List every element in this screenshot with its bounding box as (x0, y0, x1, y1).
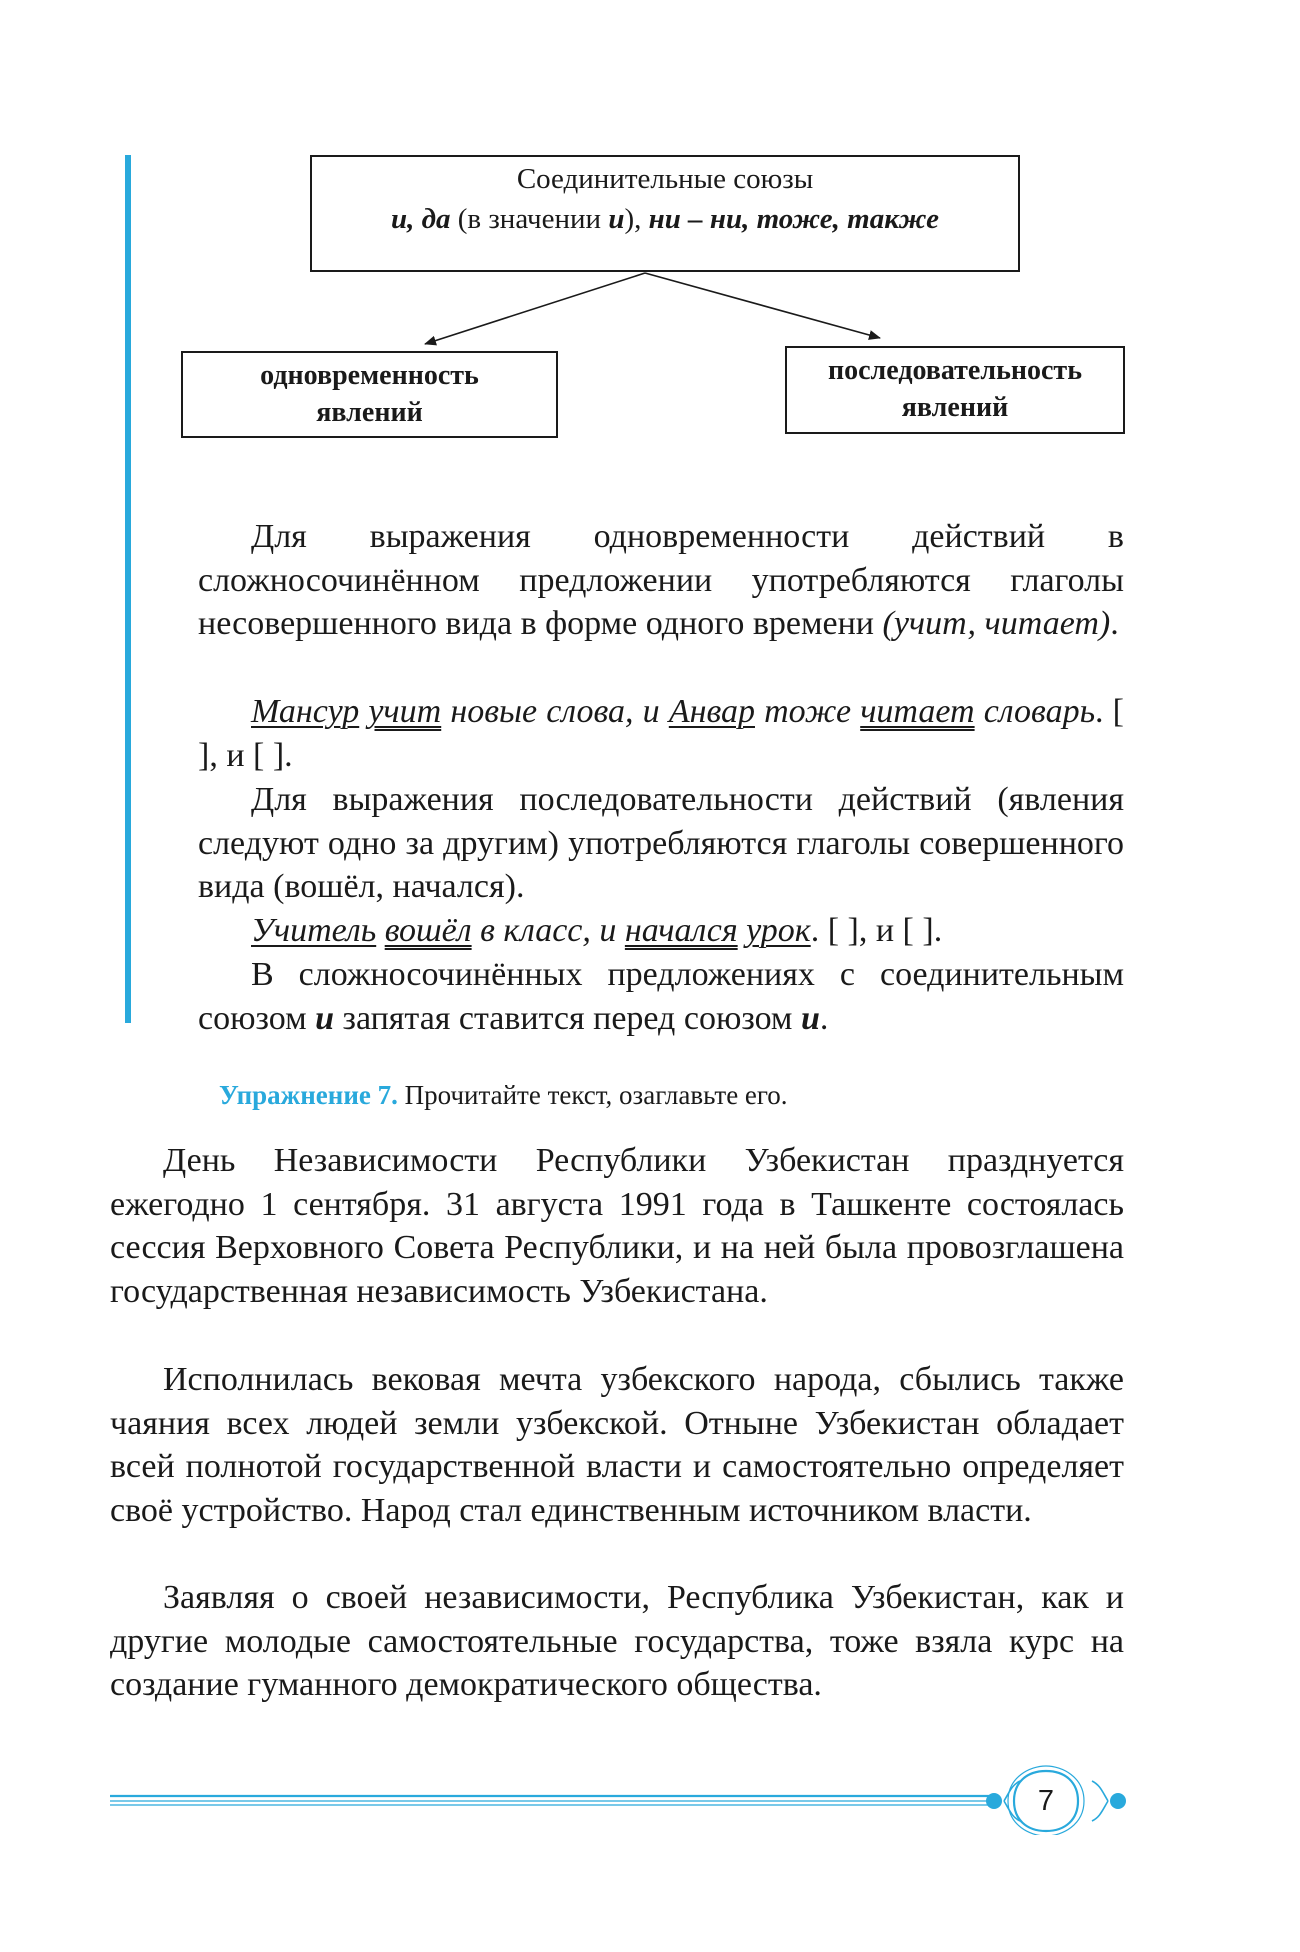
rule-paragraph-3: В сложносочинённых предложениях с соединительным союзом и запятая ставится перед союзом и. (198, 956, 1124, 1037)
conjunctions-box-title: Соединительные союзы (516, 163, 814, 195)
rule-paragraph-2: Для выражения последовательности действий (явления следуют одно за другим) употребляются глаголы совершенного вида (вошёл, начался). (198, 781, 1124, 906)
conjunctions-list: и, да (в значении и), ни – ни, тоже, также (390, 203, 939, 235)
footer-ornament (0, 1765, 1300, 1835)
rule-example-1: Мансур учит новые слова, и Анвар тоже читает словарь. [ ], и [ ]. (198, 693, 1124, 774)
simultaneity-box (181, 351, 558, 438)
rule-paragraph-1: Для выражения одновременности действий в сложносочинённом предложении употребляются глаголы несовершенного вида в форме одного времени (учит, читает). (198, 518, 1124, 643)
sequence-line2: явлений (901, 392, 1009, 423)
text-paragraph-3: Заявляя о своей независимости, Республика Узбекистан, как и другие молодые самостоятельные государства, тоже взяла курс на создание гуманного демократического общества. (110, 1579, 1124, 1704)
conjunctions-box (310, 155, 1020, 272)
exercise-heading (219, 1077, 788, 1113)
text-paragraph-2: Исполнилась вековая мечта узбекского народа, сбылись также чаяния всех людей земли узбекской. Отныне Узбекистан обладает всей полнотой государственной власти и самостоятельно определяет своё устройство. Народ стал единственным источником власти. (110, 1361, 1124, 1529)
simultaneity-line1: одновременность (260, 360, 479, 391)
simultaneity-line2: явлений (316, 397, 423, 428)
text-paragraph-1: День Независимости Республики Узбекистан празднуется ежегодно 1 сентября. 31 августа 1991 года в Ташкенте состоялась сессия Верховного Совета Республики, и на ней была провозглашена государственная независимость Узбекистана. (110, 1142, 1124, 1310)
page-number: 7 (1037, 1785, 1055, 1817)
exercise-instruction: Прочитайте текст, озаглавьте его. (397, 1080, 788, 1110)
sequence-box (785, 346, 1125, 434)
arrow-to-right-box (645, 273, 880, 338)
exercise-label: Упражнение 7. (219, 1080, 398, 1110)
arrow-to-left-box (425, 273, 645, 344)
rule-example-2: Учитель вошёл в класс, и начался урок. [ ], и [ ]. (251, 912, 943, 949)
sequence-line1: последовательность (827, 355, 1082, 386)
